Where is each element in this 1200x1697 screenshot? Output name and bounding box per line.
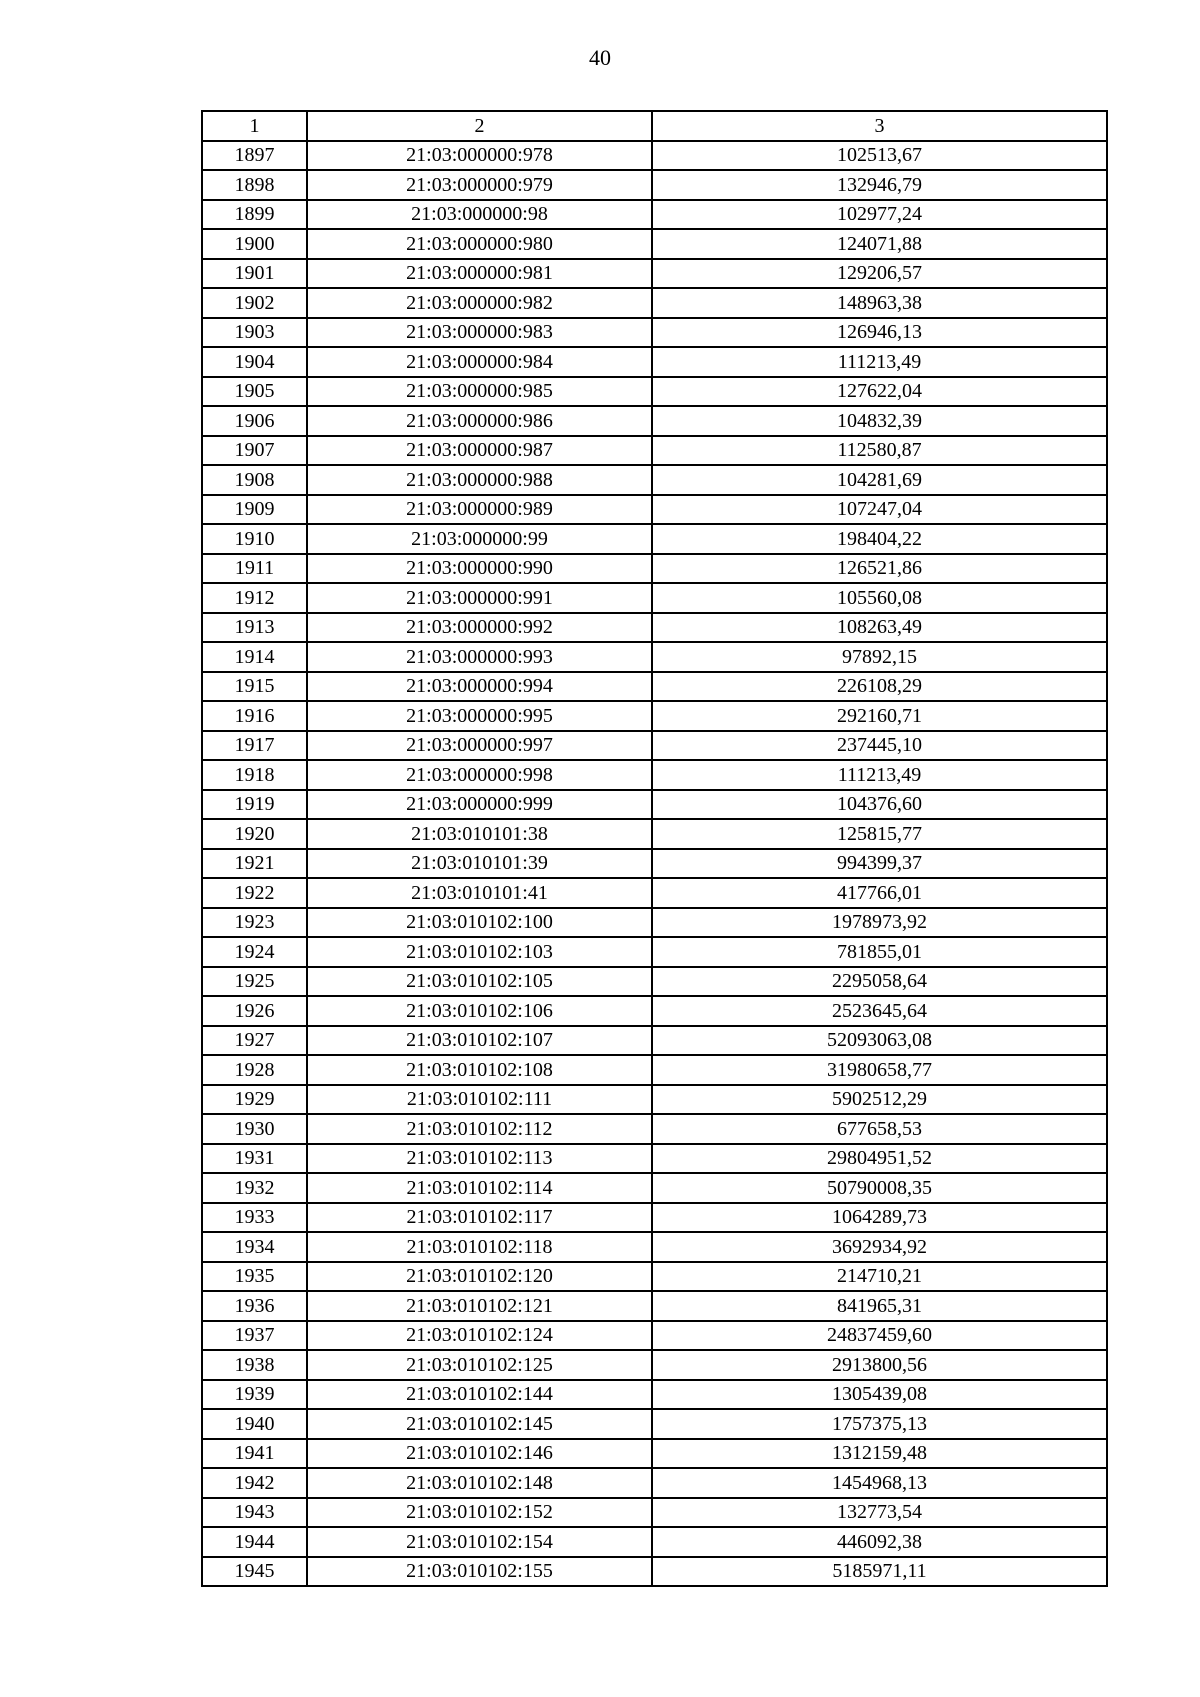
value-cell: 105560,08 (652, 583, 1107, 613)
value-cell: 104281,69 (652, 465, 1107, 495)
cadastral-number-cell: 21:03:010102:120 (307, 1262, 652, 1292)
row-number-cell: 1908 (202, 465, 307, 495)
row-number-cell: 1922 (202, 878, 307, 908)
row-number-cell: 1926 (202, 996, 307, 1026)
value-cell: 1312159,48 (652, 1439, 1107, 1469)
table-row (202, 937, 1107, 967)
value-cell: 31980658,77 (652, 1055, 1107, 1085)
row-number-cell: 1937 (202, 1321, 307, 1351)
table-row (202, 318, 1107, 348)
table-row (202, 1350, 1107, 1380)
value-cell: 994399,37 (652, 849, 1107, 879)
table-row (202, 1409, 1107, 1439)
cadastral-number-cell: 21:03:010101:39 (307, 849, 652, 879)
row-number-cell: 1901 (202, 259, 307, 289)
value-cell: 111213,49 (652, 760, 1107, 790)
row-number-cell: 1932 (202, 1173, 307, 1203)
table-row (202, 465, 1107, 495)
row-number-cell: 1906 (202, 406, 307, 436)
table-row (202, 908, 1107, 938)
row-number-cell: 1912 (202, 583, 307, 613)
row-number-cell: 1945 (202, 1557, 307, 1587)
row-number-cell: 1935 (202, 1262, 307, 1292)
value-cell: 446092,38 (652, 1527, 1107, 1557)
cadastral-number-cell: 21:03:010102:105 (307, 967, 652, 997)
cadastral-number-cell: 21:03:010102:146 (307, 1439, 652, 1469)
cadastral-number-cell: 21:03:000000:978 (307, 141, 652, 171)
header-row (202, 111, 1107, 141)
cadastral-number-cell: 21:03:000000:987 (307, 436, 652, 466)
cadastral-number-cell: 21:03:010102:112 (307, 1114, 652, 1144)
table-row (202, 819, 1107, 849)
value-cell: 5902512,29 (652, 1085, 1107, 1115)
cadastral-number-cell: 21:03:010102:148 (307, 1468, 652, 1498)
cadastral-number-cell: 21:03:010102:113 (307, 1144, 652, 1174)
cadastral-table (201, 110, 1108, 1587)
cadastral-number-cell: 21:03:000000:994 (307, 672, 652, 702)
cadastral-number-cell: 21:03:000000:995 (307, 701, 652, 731)
cadastral-number-cell: 21:03:000000:992 (307, 613, 652, 643)
row-number-cell: 1898 (202, 170, 307, 200)
value-cell: 1454968,13 (652, 1468, 1107, 1498)
value-cell: 1064289,73 (652, 1203, 1107, 1233)
table-row (202, 1114, 1107, 1144)
table-row (202, 436, 1107, 466)
table-row (202, 377, 1107, 407)
cadastral-number-cell: 21:03:000000:982 (307, 288, 652, 318)
value-cell: 417766,01 (652, 878, 1107, 908)
value-cell: 2295058,64 (652, 967, 1107, 997)
row-number-cell: 1900 (202, 229, 307, 259)
row-number-cell: 1933 (202, 1203, 307, 1233)
cadastral-number-cell: 21:03:000000:981 (307, 259, 652, 289)
value-cell: 132773,54 (652, 1498, 1107, 1528)
value-cell: 29804951,52 (652, 1144, 1107, 1174)
row-number-cell: 1924 (202, 937, 307, 967)
value-cell: 781855,01 (652, 937, 1107, 967)
cadastral-number-cell: 21:03:010102:155 (307, 1557, 652, 1587)
value-cell: 104376,60 (652, 790, 1107, 820)
row-number-cell: 1911 (202, 554, 307, 584)
cadastral-number-cell: 21:03:010102:145 (307, 1409, 652, 1439)
cadastral-number-cell: 21:03:000000:980 (307, 229, 652, 259)
cadastral-number-cell: 21:03:010102:144 (307, 1380, 652, 1410)
table-row (202, 1557, 1107, 1587)
table-row (202, 1055, 1107, 1085)
row-number-cell: 1899 (202, 200, 307, 230)
value-cell: 226108,29 (652, 672, 1107, 702)
cadastral-number-cell: 21:03:000000:979 (307, 170, 652, 200)
row-number-cell: 1931 (202, 1144, 307, 1174)
table-header (202, 111, 1107, 141)
value-cell: 5185971,11 (652, 1557, 1107, 1587)
row-number-cell: 1913 (202, 613, 307, 643)
value-cell: 127622,04 (652, 377, 1107, 407)
table-row (202, 1439, 1107, 1469)
table-row (202, 701, 1107, 731)
cadastral-number-cell: 21:03:010102:103 (307, 937, 652, 967)
row-number-cell: 1934 (202, 1232, 307, 1262)
table-row (202, 613, 1107, 643)
row-number-cell: 1925 (202, 967, 307, 997)
table-row (202, 967, 1107, 997)
table-row (202, 672, 1107, 702)
row-number-cell: 1939 (202, 1380, 307, 1410)
table-row (202, 524, 1107, 554)
cadastral-number-cell: 21:03:000000:988 (307, 465, 652, 495)
table-row (202, 731, 1107, 761)
value-cell: 677658,53 (652, 1114, 1107, 1144)
cadastral-number-cell: 21:03:000000:984 (307, 347, 652, 377)
value-cell: 198404,22 (652, 524, 1107, 554)
table-row (202, 760, 1107, 790)
row-number-cell: 1902 (202, 288, 307, 318)
row-number-cell: 1936 (202, 1291, 307, 1321)
row-number-cell: 1919 (202, 790, 307, 820)
table-row (202, 200, 1107, 230)
table-row (202, 1527, 1107, 1557)
table-row (202, 1380, 1107, 1410)
row-number-cell: 1917 (202, 731, 307, 761)
cadastral-number-cell: 21:03:000000:99 (307, 524, 652, 554)
value-cell: 97892,15 (652, 642, 1107, 672)
row-number-cell: 1928 (202, 1055, 307, 1085)
cadastral-number-cell: 21:03:000000:990 (307, 554, 652, 584)
row-number-cell: 1929 (202, 1085, 307, 1115)
row-number-cell: 1920 (202, 819, 307, 849)
table-row (202, 583, 1107, 613)
value-cell: 124071,88 (652, 229, 1107, 259)
value-cell: 104832,39 (652, 406, 1107, 436)
value-cell: 107247,04 (652, 495, 1107, 525)
cadastral-number-cell: 21:03:010102:100 (307, 908, 652, 938)
table-row (202, 1085, 1107, 1115)
table-row (202, 1498, 1107, 1528)
row-number-cell: 1941 (202, 1439, 307, 1469)
cadastral-number-cell: 21:03:000000:993 (307, 642, 652, 672)
cadastral-number-cell: 21:03:010101:38 (307, 819, 652, 849)
table-row (202, 790, 1107, 820)
table-row (202, 642, 1107, 672)
table-row (202, 170, 1107, 200)
row-number-cell: 1918 (202, 760, 307, 790)
value-cell: 126521,86 (652, 554, 1107, 584)
cadastral-number-cell: 21:03:000000:997 (307, 731, 652, 761)
value-cell: 108263,49 (652, 613, 1107, 643)
value-cell: 214710,21 (652, 1262, 1107, 1292)
cadastral-number-cell: 21:03:000000:989 (307, 495, 652, 525)
cadastral-number-cell: 21:03:010102:114 (307, 1173, 652, 1203)
table-row (202, 1026, 1107, 1056)
cadastral-number-cell: 21:03:000000:991 (307, 583, 652, 613)
row-number-cell: 1944 (202, 1527, 307, 1557)
table-row (202, 1262, 1107, 1292)
cadastral-number-cell: 21:03:000000:986 (307, 406, 652, 436)
table-row (202, 996, 1107, 1026)
value-cell: 1305439,08 (652, 1380, 1107, 1410)
row-number-cell: 1916 (202, 701, 307, 731)
row-number-cell: 1942 (202, 1468, 307, 1498)
table-row (202, 1173, 1107, 1203)
value-cell: 52093063,08 (652, 1026, 1107, 1056)
table-row (202, 1232, 1107, 1262)
cadastral-number-cell: 21:03:010102:108 (307, 1055, 652, 1085)
table-row (202, 141, 1107, 171)
row-number-cell: 1907 (202, 436, 307, 466)
row-number-cell: 1943 (202, 1498, 307, 1528)
row-number-cell: 1923 (202, 908, 307, 938)
cadastral-number-cell: 21:03:000000:998 (307, 760, 652, 790)
row-number-cell: 1940 (202, 1409, 307, 1439)
value-cell: 102513,67 (652, 141, 1107, 171)
row-number-cell: 1910 (202, 524, 307, 554)
table-row (202, 554, 1107, 584)
cadastral-number-cell: 21:03:010102:154 (307, 1527, 652, 1557)
value-cell: 237445,10 (652, 731, 1107, 761)
cadastral-number-cell: 21:03:000000:98 (307, 200, 652, 230)
table-row (202, 495, 1107, 525)
cadastral-number-cell: 21:03:010102:111 (307, 1085, 652, 1115)
row-number-cell: 1930 (202, 1114, 307, 1144)
value-cell: 24837459,60 (652, 1321, 1107, 1351)
row-number-cell: 1904 (202, 347, 307, 377)
cadastral-number-cell: 21:03:010102:106 (307, 996, 652, 1026)
table-row (202, 878, 1107, 908)
value-cell: 3692934,92 (652, 1232, 1107, 1262)
value-cell: 129206,57 (652, 259, 1107, 289)
value-cell: 1978973,92 (652, 908, 1107, 938)
cadastral-number-cell: 21:03:000000:999 (307, 790, 652, 820)
table-row (202, 1291, 1107, 1321)
table-body (202, 141, 1107, 1587)
table-row (202, 259, 1107, 289)
value-cell: 125815,77 (652, 819, 1107, 849)
value-cell: 1757375,13 (652, 1409, 1107, 1439)
row-number-cell: 1903 (202, 318, 307, 348)
value-cell: 111213,49 (652, 347, 1107, 377)
value-cell: 102977,24 (652, 200, 1107, 230)
column-header-3: 3 (652, 111, 1107, 141)
cadastral-number-cell: 21:03:000000:983 (307, 318, 652, 348)
table-row (202, 347, 1107, 377)
value-cell: 292160,71 (652, 701, 1107, 731)
row-number-cell: 1905 (202, 377, 307, 407)
row-number-cell: 1897 (202, 141, 307, 171)
cadastral-number-cell: 21:03:000000:985 (307, 377, 652, 407)
table-row (202, 1468, 1107, 1498)
cadastral-number-cell: 21:03:010102:152 (307, 1498, 652, 1528)
row-number-cell: 1909 (202, 495, 307, 525)
table-row (202, 1203, 1107, 1233)
table-row (202, 229, 1107, 259)
cadastral-number-cell: 21:03:010101:41 (307, 878, 652, 908)
page-number: 40 (589, 45, 611, 70)
row-number-cell: 1927 (202, 1026, 307, 1056)
value-cell: 841965,31 (652, 1291, 1107, 1321)
value-cell: 112580,87 (652, 436, 1107, 466)
value-cell: 126946,13 (652, 318, 1107, 348)
cadastral-number-cell: 21:03:010102:121 (307, 1291, 652, 1321)
value-cell: 148963,38 (652, 288, 1107, 318)
table-row (202, 406, 1107, 436)
row-number-cell: 1914 (202, 642, 307, 672)
value-cell: 2523645,64 (652, 996, 1107, 1026)
cadastral-number-cell: 21:03:010102:117 (307, 1203, 652, 1233)
row-number-cell: 1938 (202, 1350, 307, 1380)
table-row (202, 849, 1107, 879)
column-header-1: 1 (202, 111, 307, 141)
row-number-cell: 1921 (202, 849, 307, 879)
table-row (202, 1321, 1107, 1351)
column-header-2: 2 (307, 111, 652, 141)
table-row (202, 1144, 1107, 1174)
value-cell: 50790008,35 (652, 1173, 1107, 1203)
cadastral-number-cell: 21:03:010102:107 (307, 1026, 652, 1056)
cadastral-number-cell: 21:03:010102:124 (307, 1321, 652, 1351)
cadastral-number-cell: 21:03:010102:118 (307, 1232, 652, 1262)
table-row (202, 288, 1107, 318)
value-cell: 2913800,56 (652, 1350, 1107, 1380)
cadastral-number-cell: 21:03:010102:125 (307, 1350, 652, 1380)
row-number-cell: 1915 (202, 672, 307, 702)
value-cell: 132946,79 (652, 170, 1107, 200)
